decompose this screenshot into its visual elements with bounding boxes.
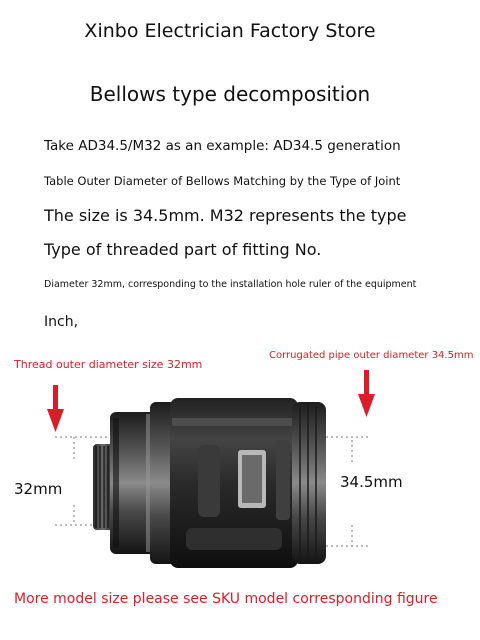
thread-dimension-value: 32mm xyxy=(14,480,63,498)
description-line-3: The size is 34.5mm. M32 represents the type xyxy=(44,206,407,225)
down-arrow-icon xyxy=(47,385,64,432)
corrugated-diameter-label: Corrugated pipe outer diameter 34.5mm xyxy=(269,350,474,361)
down-arrow-icon xyxy=(358,370,375,417)
connector-image xyxy=(93,398,326,568)
thread-diameter-label: Thread outer diameter size 32mm xyxy=(14,358,203,371)
description-line-6: Inch, xyxy=(44,314,79,330)
store-title: Xinbo Electrician Factory Store xyxy=(84,20,376,42)
description-line-5: Diameter 32mm, corresponding to the installation hole ruler of the equipment xyxy=(44,279,417,290)
sku-note: More model size please see SKU model corresponding figure xyxy=(14,591,438,607)
description-line-4: Type of threaded part of fitting No. xyxy=(44,240,322,259)
corrugated-dimension-value: 34.5mm xyxy=(340,473,403,491)
section-title: Bellows type decomposition xyxy=(89,82,371,106)
description-line-1: Take AD34.5/M32 as an example: AD34.5 generation xyxy=(44,138,401,154)
description-line-2: Table Outer Diameter of Bellows Matching by the Type of Joint xyxy=(44,174,401,188)
